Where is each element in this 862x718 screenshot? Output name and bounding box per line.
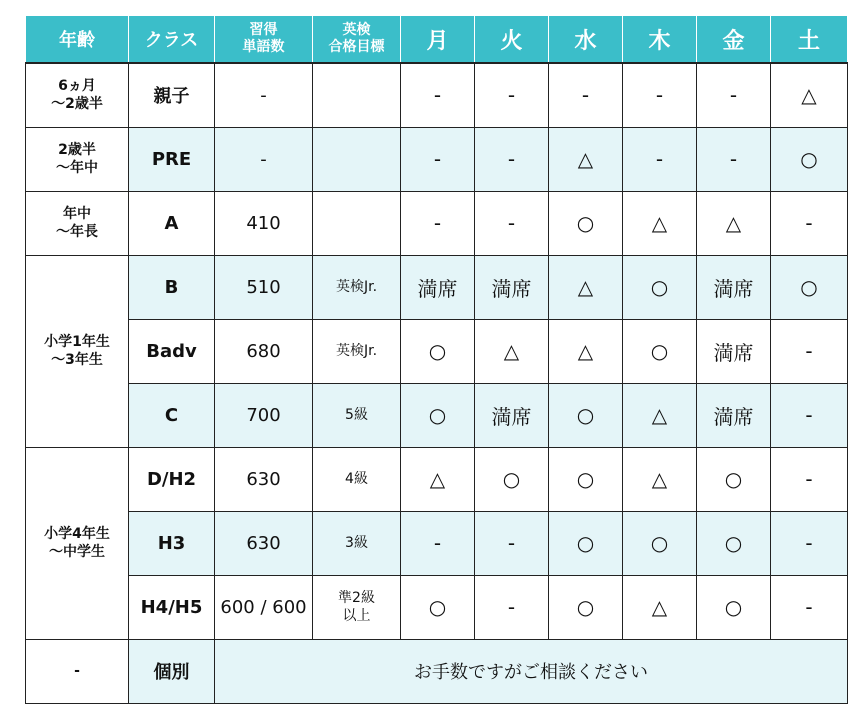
table-row [26,255,848,319]
age-cell [26,447,129,639]
availability-mon: - [401,127,475,191]
words-cell: 680 [215,319,313,383]
eiken-target-cell [313,191,401,255]
availability-sat: ○ [771,127,848,191]
availability-thu: △ [623,575,697,639]
availability-wed: △ [549,127,623,191]
class-name-cell: H3 [129,511,215,575]
availability-sat: ○ [771,255,848,319]
words-cell: 700 [215,383,313,447]
availability-wed: ○ [549,191,623,255]
availability-tue: - [475,63,549,127]
availability-tue: - [475,127,549,191]
class-name-cell: D/H2 [129,447,215,511]
class-name-cell: A [129,191,215,255]
eiken-target-cell [313,575,401,639]
eiken-target-cell [313,63,401,127]
eiken-line: 以上 [342,608,371,624]
availability-sat: △ [771,63,848,127]
header-words-line2: 単語数 [242,39,285,55]
table-row [26,639,848,703]
class-name-cell: 親子 [129,63,215,127]
availability-thu: △ [623,447,697,511]
availability-tue: - [475,191,549,255]
age-line: ～3年生 [51,352,103,368]
table-row [26,383,848,447]
availability-fri: - [697,127,771,191]
availability-fri: 満席 [697,319,771,383]
table-row [26,63,848,127]
eiken-line: 4級 [345,471,368,487]
availability-wed: △ [549,255,623,319]
availability-mon: - [401,63,475,127]
eiken-target-cell [313,127,401,191]
age-line: 小学4年生 [44,526,110,542]
words-cell: 630 [215,447,313,511]
availability-sat: - [771,319,848,383]
schedule-body [26,63,848,703]
availability-tue: ○ [475,447,549,511]
header-row [26,16,848,64]
availability-tue: 満席 [475,383,549,447]
eiken-line: 英検Jr. [335,279,378,295]
availability-fri: 満席 [697,383,771,447]
age-line: ～2歳半 [51,96,103,113]
age-cell [26,127,129,191]
availability-tue: △ [475,319,549,383]
consultation-note: お手数ですがご相談ください [215,639,848,703]
availability-thu: ○ [623,319,697,383]
eiken-target-cell [313,511,401,575]
availability-wed: - [549,63,623,127]
availability-mon: - [401,191,475,255]
availability-sat: - [771,383,848,447]
availability-sat: - [771,447,848,511]
eiken-line: 5級 [345,407,368,423]
availability-thu: ○ [623,255,697,319]
availability-wed: ○ [549,511,623,575]
age-cell [26,63,129,127]
age-line: ～年長 [56,224,98,240]
availability-fri: ○ [697,575,771,639]
availability-tue: - [475,575,549,639]
eiken-target-cell [313,319,401,383]
age-line: ～年中 [56,160,98,176]
availability-thu: ○ [623,511,697,575]
availability-tue: 満席 [475,255,549,319]
header-eiken-line2: 合格目標 [328,39,385,55]
header-day-mon: 月 [401,16,475,64]
header-words [215,16,313,64]
availability-tue: - [475,511,549,575]
header-class: クラス [129,16,215,64]
table-row [26,191,848,255]
words-cell: 600 / 600 [215,575,313,639]
table-row [26,127,848,191]
words-cell: 630 [215,511,313,575]
words-cell: 510 [215,255,313,319]
eiken-target-cell [313,255,401,319]
eiken-line: 英検Jr. [335,343,378,359]
header-day-wed: 水 [549,16,623,64]
age-line: 2歳半 [58,142,96,158]
availability-sat: - [771,191,848,255]
availability-mon: 満席 [401,255,475,319]
table-row [26,319,848,383]
words-cell: - [215,63,313,127]
availability-thu: △ [623,191,697,255]
availability-fri: - [697,63,771,127]
class-name-cell: C [129,383,215,447]
availability-fri: ○ [697,511,771,575]
availability-fri: ○ [697,447,771,511]
availability-thu: △ [623,383,697,447]
availability-mon: ○ [401,575,475,639]
eiken-target-cell [313,383,401,447]
age-line: ～中学生 [49,544,105,560]
table-row [26,575,848,639]
header-day-fri: 金 [697,16,771,64]
age-line: 6ヵ月 [58,78,96,95]
availability-wed: △ [549,319,623,383]
availability-wed: ○ [549,447,623,511]
availability-wed: ○ [549,383,623,447]
header-day-tue: 火 [475,16,549,64]
header-words-line1: 習得 [249,22,278,38]
availability-thu: - [623,127,697,191]
class-name-cell: PRE [129,127,215,191]
availability-sat: - [771,575,848,639]
eiken-line: 3級 [345,535,368,551]
table-row [26,511,848,575]
availability-mon: ○ [401,383,475,447]
header-eiken-target [313,16,401,64]
age-line: - [74,663,80,679]
availability-fri: 満席 [697,255,771,319]
age-cell [26,255,129,447]
availability-wed: ○ [549,575,623,639]
availability-thu: - [623,63,697,127]
header-age: 年齢 [26,16,129,64]
age-cell [26,639,129,703]
eiken-line: 準2級 [338,590,375,606]
header-day-thu: 木 [623,16,697,64]
table-row [26,447,848,511]
class-name-cell: Badv [129,319,215,383]
availability-mon: ○ [401,319,475,383]
age-cell [26,191,129,255]
age-line: 年中 [63,206,91,222]
availability-fri: △ [697,191,771,255]
class-schedule-table [25,15,848,704]
availability-sat: - [771,511,848,575]
availability-mon: △ [401,447,475,511]
words-cell: 410 [215,191,313,255]
header-eiken-line1: 英検 [342,22,371,38]
class-name-cell: B [129,255,215,319]
class-name-cell: 個別 [129,639,215,703]
header-day-sat: 土 [771,16,848,64]
eiken-target-cell [313,447,401,511]
words-cell: - [215,127,313,191]
availability-mon: - [401,511,475,575]
class-name-cell: H4/H5 [129,575,215,639]
age-line: 小学1年生 [44,334,110,350]
